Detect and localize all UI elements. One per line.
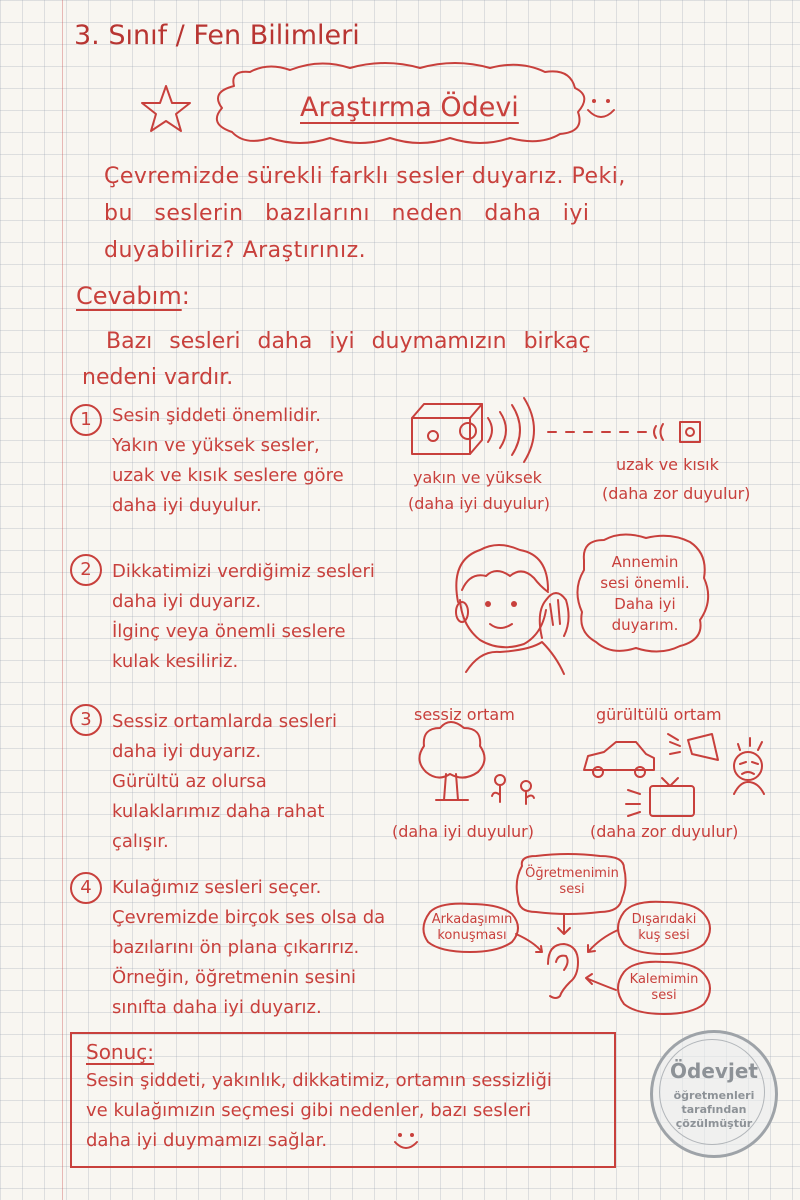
item-3-line: çalışır.	[112, 831, 169, 852]
near-loud-caption: (daha iyi duyulur)	[408, 494, 550, 513]
thought-bubble-text: Annemin sesi önemli. Daha iyi duyarım.	[600, 553, 690, 634]
quiet-environment-caption: (daha iyi duyulur)	[392, 822, 534, 841]
answer-intro-line-2: nedeni vardır.	[82, 365, 234, 390]
far-quiet-label: uzak ve kısık	[616, 455, 719, 474]
stamp-text: öğretmenleri tarafından çözülmüştür	[673, 1089, 755, 1130]
item-2-line: Dikkatimizi verdiğimiz sesleri	[112, 561, 375, 582]
conclusion-line: Sesin şiddeti, yakınlık, dikkatimiz, ortamın sessizliği	[86, 1070, 552, 1091]
page-title: Araştırma Ödevi	[300, 92, 519, 123]
odevjet-stamp	[650, 1030, 778, 1158]
item-3-line: daha iyi duyarız.	[112, 741, 262, 762]
conclusion-line: daha iyi duymamızı sağlar.	[86, 1130, 328, 1151]
question-line-1: Çevremizde sürekli farklı sesler duyarız. Peki,	[104, 164, 626, 189]
teacher-bubble-text: Öğretmenimin sesi	[525, 866, 619, 897]
near-loud-label: yakın ve yüksek	[413, 468, 542, 487]
item-4-line: Örneğin, öğretmenin sesini	[112, 967, 356, 988]
conclusion-line: ve kulağımızın seçmesi gibi nedenler, bazı sesleri	[86, 1100, 532, 1121]
item-4-line: sınıfta daha iyi duyarız.	[112, 997, 322, 1018]
page-header: 3. Sınıf / Fen Bilimleri	[74, 20, 360, 51]
item-2-number: 2	[70, 554, 102, 586]
item-3-number: 3	[70, 704, 102, 736]
item-1-number: 1	[70, 404, 102, 436]
question-line-2: bu seslerin bazılarını neden daha iyi	[104, 201, 590, 226]
stamp-brand: Ödevjet	[670, 1059, 758, 1083]
item-4-number: 4	[70, 872, 102, 904]
noisy-environment-caption: (daha zor duyulur)	[590, 822, 739, 841]
item-3-line: Sessiz ortamlarda sesleri	[112, 711, 338, 732]
item-1-line: daha iyi duyulur.	[112, 495, 262, 516]
item-2-line: kulak kesiliriz.	[112, 651, 239, 672]
answer-intro-line-1: Bazı sesleri daha iyi duymamızın birkaç	[106, 329, 591, 354]
item-4-line: bazılarını ön plana çıkarırız.	[112, 937, 360, 958]
item-1-line: Sesin şiddeti önemlidir.	[112, 405, 322, 426]
item-2-line: İlginç veya önemli seslere	[112, 621, 346, 642]
conclusion-title: Sonuç:	[86, 1040, 155, 1064]
friend-bubble-text: Arkadaşımın konuşması	[431, 912, 513, 943]
item-1-line: uzak ve kısık seslere göre	[112, 465, 344, 486]
question-line-3: duyabiliriz? Araştırınız.	[104, 238, 367, 263]
item-3-line: Gürültü az olursa	[112, 771, 267, 792]
far-quiet-caption: (daha zor duyulur)	[602, 484, 751, 503]
item-4-line: Çevremizde birçok ses olsa da	[112, 907, 386, 928]
bird-bubble-text: Dışarıdaki kuş sesi	[631, 912, 697, 943]
answer-heading: Cevabım:	[76, 282, 190, 310]
pencil-bubble-text: Kalemimin sesi	[629, 972, 699, 1003]
noisy-environment-label: gürültülü ortam	[596, 705, 722, 724]
item-1-line: Yakın ve yüksek sesler,	[112, 435, 320, 456]
item-3-line: kulaklarımız daha rahat	[112, 801, 325, 822]
item-2-line: daha iyi duyarız.	[112, 591, 262, 612]
quiet-environment-label: sessiz ortam	[414, 705, 515, 724]
item-4-line: Kulağımız sesleri seçer.	[112, 877, 322, 898]
